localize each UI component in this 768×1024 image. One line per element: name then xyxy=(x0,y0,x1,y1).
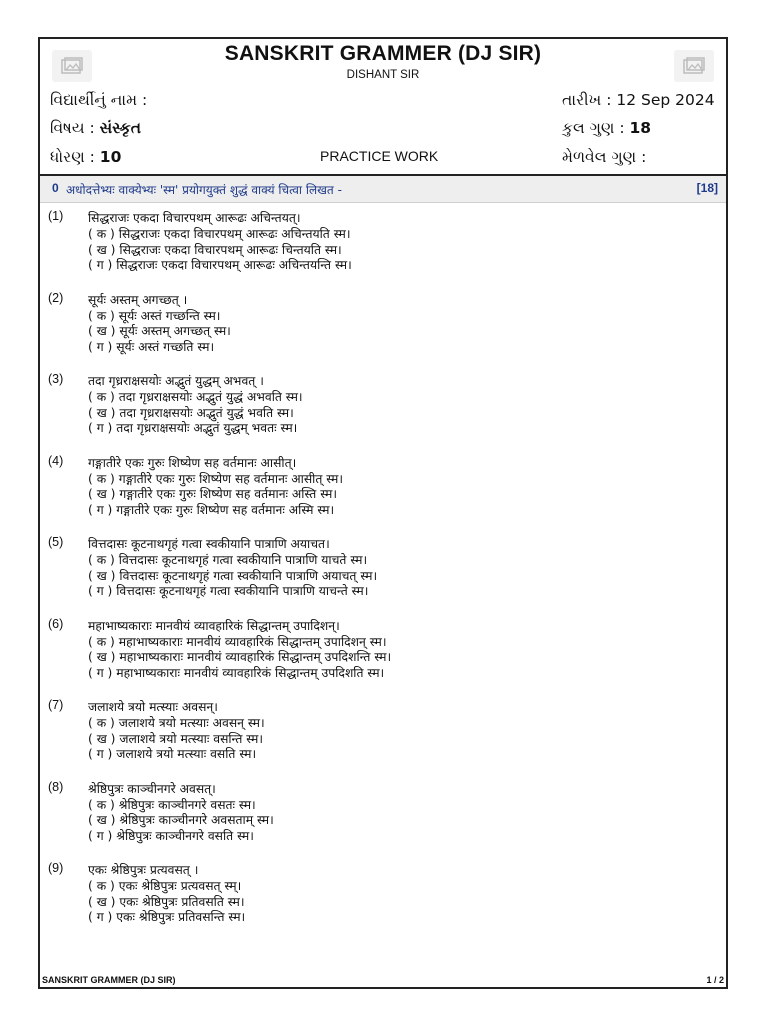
answer-option: ( क ) तदा गृध्रराक्षसयोः अद्भुतं युद्धं अभवति स्म। xyxy=(88,390,303,404)
answer-option: ( क ) गङ्गातीरे एकः गुरुः शिष्येण सह वर्तमानः आसीत् स्म। xyxy=(88,471,344,486)
section-instruction: अधोदत्तेभ्यः वाक्येभ्यः 'स्म' प्रयोगयुक्तं शुद्धं वाक्यं चित्वा लिखत - xyxy=(66,183,342,197)
answer-option: ( क ) जलाशये त्रयो मत्स्याः अवसन् स्म। xyxy=(88,716,265,730)
total-marks-label: કુલ ગુણ : xyxy=(562,119,630,137)
question-number: (5) xyxy=(48,535,64,549)
question-item xyxy=(48,209,718,291)
answer-option: ( ख ) वित्तदासः कूटनाथगृहं गत्वा स्वकीयानि पात्राणि अयाचत् स्म। xyxy=(88,568,378,583)
section-header xyxy=(40,176,726,203)
question-stem: सूर्यः अस्तम् अगच्छत् । xyxy=(88,292,188,307)
question-stem: वित्तदासः कूटनाथगृहं गत्वा स्वकीयानि पात्राणि अयाचत। xyxy=(88,537,330,551)
practice-work-label: PRACTICE WORK xyxy=(320,148,439,164)
question-number: (9) xyxy=(48,861,64,875)
question-stem: श्रेष्ठिपुत्रः काञ्चीनगरे अवसत्। xyxy=(88,781,216,796)
date-field xyxy=(562,91,715,110)
page-number: 1 / 2 xyxy=(706,975,724,985)
answer-option: ( ख ) सिद्धराजः एकदा विचारपथम् आरूढः चिन्तयति स्म। xyxy=(88,242,342,257)
question-number: (4) xyxy=(48,453,64,468)
page-subtitle: DISHANT SIR xyxy=(346,69,420,81)
question-item xyxy=(48,780,718,862)
question-item xyxy=(48,698,718,780)
date-value: 12 Sep 2024 xyxy=(616,91,715,109)
standard-field xyxy=(50,148,121,167)
answer-option: ( ग ) श्रेष्ठिपुत्रः काञ्चीनगरे वसति स्म। xyxy=(88,828,254,843)
info-row-2 xyxy=(50,119,716,143)
info-row-3 xyxy=(50,148,716,172)
question-stem: गङ्गातीरे एकः गुरुः शिष्येण सह वर्तमानः आसीत्। xyxy=(88,455,297,470)
question-item xyxy=(48,617,718,699)
answer-option: ( ग ) वित्तदासः कूटनाथगृहं गत्वा स्वकीयानि पात्राणि याचन्ते स्म। xyxy=(88,584,369,598)
question-number: (8) xyxy=(48,779,64,794)
question-item xyxy=(48,291,718,373)
answer-option: ( ग ) तदा गृध्रराक्षसयोः अद्भुतं युद्धम् भवतः स्म। xyxy=(88,421,298,435)
question-item xyxy=(48,454,718,536)
answer-option: ( ग ) सूर्यः अस्तं गच्छति स्म। xyxy=(88,339,215,354)
subject-field xyxy=(50,119,141,138)
question-stem: तदा गृध्रराक्षसयोः अद्भुतं युद्धम् अभवत् । xyxy=(88,374,264,388)
question-item xyxy=(48,372,718,454)
answer-option: ( क ) एकः श्रेष्ठिपुत्रः प्रत्यवसत् स्म्। xyxy=(88,879,242,893)
answer-option: ( क ) श्रेष्ठिपुत्रः काञ्चीनगरे वसतः स्म। xyxy=(88,797,256,812)
question-item xyxy=(48,861,718,943)
date-label: તારીખ : xyxy=(562,91,617,109)
answer-option: ( ख ) एकः श्रेष्ठिपुत्रः प्रतिवसति स्म। xyxy=(88,894,245,909)
obtained-marks-label: મેળવેલ ગુણ : xyxy=(562,148,647,166)
total-marks-value: 18 xyxy=(629,119,652,137)
answer-option: ( क ) सूर्यः अस्तं गच्छन्ति स्म। xyxy=(88,308,221,323)
answer-option: ( ग ) गङ्गातीरे एकः गुरुः शिष्येण सह वर्तमानः अस्मि स्म। xyxy=(88,502,335,517)
answer-option: ( क ) सिद्धराजः एकदा विचारपथम् आरूढः अचिन्तयति स्म। xyxy=(88,227,351,241)
standard-label: ધોરણ : xyxy=(50,148,100,166)
question-list xyxy=(48,209,718,943)
answer-option: ( ग ) एकः श्रेष्ठिपुत्रः प्रतिवसन्ति स्म। xyxy=(88,910,246,924)
question-stem: सिद्धराजः एकदा विचारपथम् आरूढः अचिन्तयत्। xyxy=(88,211,301,225)
answer-option: ( ख ) सूर्यः अस्तम् अगच्छत् स्म। xyxy=(88,324,231,338)
answer-option: ( ग ) सिद्धराजः एकदा विचारपथम् आरूढः अचिन्तयन्ति स्म। xyxy=(88,258,352,272)
question-number: (1) xyxy=(48,209,64,223)
question-stem: महाभाष्यकाराः मानवीयं व्यावहारिकं सिद्धान्तम् उपादिशन्। xyxy=(88,618,340,633)
page-title: SANSKRIT GRAMMER (DJ SIR) xyxy=(224,42,542,65)
subject-value: સંસ્કૃત xyxy=(99,119,142,137)
answer-option: ( ख ) श्रेष्ठिपुत्रः काञ्चीनगरे अवसताम् स्म। xyxy=(88,813,274,827)
question-number: (3) xyxy=(48,372,64,386)
question-number: (7) xyxy=(48,698,64,712)
subject-label: વિષય : xyxy=(50,119,100,137)
answer-option: ( ख ) जलाशये त्रयो मत्स्याः वसन्ति स्म। xyxy=(88,731,264,746)
question-number: (6) xyxy=(48,616,64,631)
info-row-1 xyxy=(50,91,716,115)
section-marks: [18] xyxy=(696,181,718,195)
worksheet-frame xyxy=(38,37,728,989)
answer-option: ( ग ) जलाशये त्रयो मत्स्याः वसति स्म। xyxy=(88,747,257,761)
question-stem: एकः श्रेष्ठिपुत्रः प्रत्यवसत् । xyxy=(88,863,199,877)
total-marks-field xyxy=(562,119,651,138)
section-number: 0 xyxy=(52,181,59,195)
question-number: (2) xyxy=(48,290,64,305)
answer-option: ( ख ) तदा गृध्रराक्षसयोः अद्भुतं युद्धं भवति स्म। xyxy=(88,405,294,420)
question-stem: जलाशये त्रयो मत्स्याः अवसन्। xyxy=(88,700,218,714)
student-name-label: વિદ્યાર્થીનું નામ : xyxy=(50,91,148,109)
footer-title: SANSKRIT GRAMMER (DJ SIR) xyxy=(42,975,176,985)
answer-option: ( ख ) गङ्गातीरे एकः गुरुः शिष्येण सह वर्तमानः अस्ति स्म। xyxy=(88,487,337,501)
answer-option: ( ख ) महाभाष्यकाराः मानवीयं व्यावहारिकं सिद्धान्तम् उपदिशन्ति स्म। xyxy=(88,650,392,664)
answer-option: ( ग ) महाभाष्यकाराः मानवीयं व्यावहारिकं सिद्धान्तम् उपदिशति स्म। xyxy=(88,665,385,680)
answer-option: ( क ) महाभाष्यकाराः मानवीयं व्यावहारिकं सिद्धान्तम् उपादिशन् स्म। xyxy=(88,634,387,649)
answer-option: ( क ) वित्तदासः कूटनाथगृहं गत्वा स्वकीयानि पात्राणि याचते स्म। xyxy=(88,553,368,567)
standard-value: 10 xyxy=(99,148,122,166)
question-item xyxy=(48,535,718,617)
